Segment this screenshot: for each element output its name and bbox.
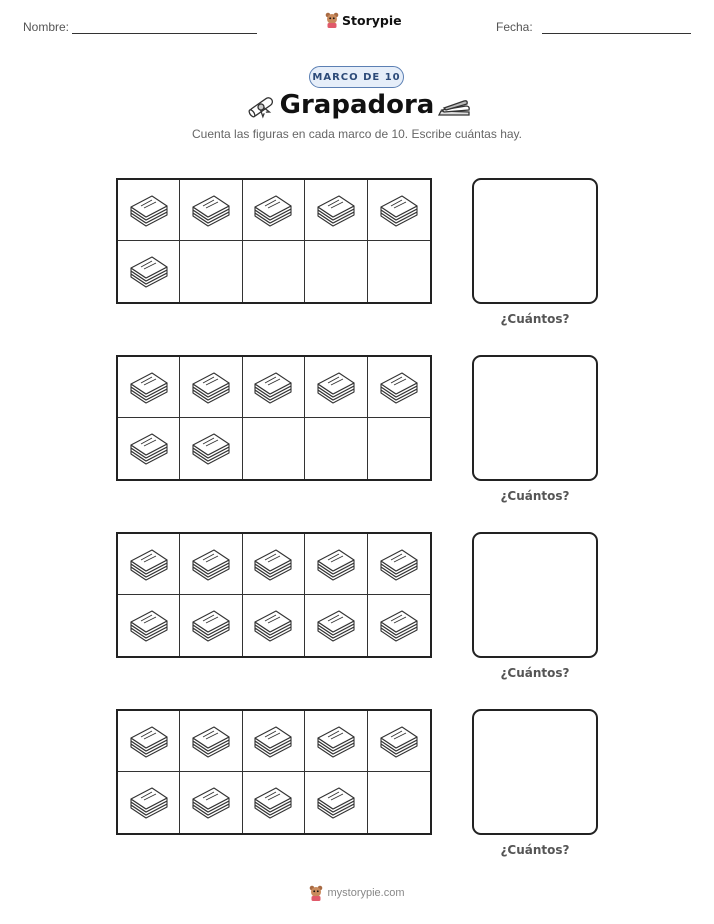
ten-frame-cell: [305, 418, 367, 479]
ten-frame-cell: [118, 180, 180, 241]
ten-frame-cell: [305, 534, 367, 595]
ten-frame-cell: [180, 711, 242, 772]
paper-stack-icon: [127, 366, 171, 409]
instructions: Cuenta las figuras en cada marco de 10. Escribe cuántas hay.: [192, 127, 522, 141]
ten-frame-cell: [368, 595, 430, 656]
answer-prompt: ¿Cuántos?: [500, 312, 570, 326]
ten-frame-cell: [305, 595, 367, 656]
paper-stack-icon: [127, 543, 171, 586]
bear-logo-icon: [325, 12, 339, 28]
bear-logo-icon: [309, 885, 323, 901]
paper-stack-icon: [377, 366, 421, 409]
paper-stack-icon: [189, 427, 233, 470]
ten-frame-cell: [243, 772, 305, 833]
ten-frame: [116, 178, 432, 304]
ten-frame-cell: [180, 357, 242, 418]
paper-stack-icon: [377, 720, 421, 763]
answer-box[interactable]: [472, 178, 598, 304]
ten-frame: [116, 532, 432, 658]
ten-frame-cell: [118, 241, 180, 302]
ten-frame-cell: [305, 711, 367, 772]
page-title: Grapadora: [279, 90, 435, 120]
ten-frame-cell: [180, 180, 242, 241]
name-label: Nombre:: [23, 20, 70, 34]
date-line[interactable]: [542, 33, 691, 34]
paper-stack-icon: [314, 366, 358, 409]
name-line[interactable]: [72, 33, 257, 34]
paper-stack-icon: [314, 189, 358, 232]
ten-frame: [116, 355, 432, 481]
paper-stack-icon: [189, 189, 233, 232]
ten-frame-cell: [118, 357, 180, 418]
answer-prompt: ¿Cuántos?: [500, 489, 570, 503]
paper-stack-icon: [127, 189, 171, 232]
ten-frame-cell: [243, 357, 305, 418]
paper-stack-icon: [189, 604, 233, 647]
paper-stack-icon: [127, 720, 171, 763]
ten-frame-cell: [118, 772, 180, 833]
ten-frame-cell: [243, 180, 305, 241]
ten-frame-cell: [305, 241, 367, 302]
ten-frame-cell: [368, 534, 430, 595]
answer-box[interactable]: [472, 532, 598, 658]
ten-frame-cell: [180, 595, 242, 656]
paper-stack-icon: [189, 781, 233, 824]
paper-stack-icon: [127, 604, 171, 647]
ten-frame-cell: [243, 595, 305, 656]
section-badge: MARCO DE 10: [309, 66, 404, 88]
paper-stack-icon: [251, 604, 295, 647]
ten-frame-cell: [305, 180, 367, 241]
ten-frame: [116, 709, 432, 835]
ten-frame-cell: [368, 711, 430, 772]
paper-stack-icon: [377, 604, 421, 647]
ten-frame-cell: [180, 534, 242, 595]
paper-stack-icon: [127, 427, 171, 470]
ten-frame-cell: [305, 357, 367, 418]
paper-stack-icon: [251, 366, 295, 409]
paper-stack-icon: [189, 366, 233, 409]
ten-frame-cell: [118, 711, 180, 772]
ten-frame-cell: [368, 180, 430, 241]
ten-frame-cell: [180, 418, 242, 479]
ten-frame-cell: [243, 418, 305, 479]
ten-frame-cell: [243, 534, 305, 595]
answer-box[interactable]: [472, 355, 598, 481]
ten-frame-cell: [368, 357, 430, 418]
brand-logo: [325, 12, 402, 28]
paper-stack-icon: [127, 250, 171, 293]
paper-stack-icon: [189, 543, 233, 586]
brand-name: Storypie: [342, 12, 402, 28]
paper-stack-icon: [251, 720, 295, 763]
ten-frame-cell: [368, 241, 430, 302]
footer-url: mystorypie.com: [327, 887, 405, 899]
footer: [0, 885, 714, 901]
paper-stack-icon: [377, 189, 421, 232]
answer-box[interactable]: [472, 709, 598, 835]
ten-frame-cell: [180, 241, 242, 302]
answer-prompt: ¿Cuántos?: [500, 843, 570, 857]
ten-frame-cell: [243, 711, 305, 772]
ten-frame-cell: [180, 772, 242, 833]
ten-frame-cell: [118, 595, 180, 656]
ten-frame-cell: [368, 418, 430, 479]
paper-stack-icon: [127, 781, 171, 824]
paper-stack-icon: [251, 781, 295, 824]
paper-stack-icon: [189, 720, 233, 763]
paper-stack-icon: [314, 720, 358, 763]
ten-frame-cell: [243, 241, 305, 302]
ten-frame-cell: [305, 772, 367, 833]
ten-frame-cell: [118, 534, 180, 595]
paper-stack-icon: [251, 189, 295, 232]
paper-stack-icon: [314, 604, 358, 647]
paper-stack-icon: [314, 781, 358, 824]
ten-frame-cell: [368, 772, 430, 833]
answer-prompt: ¿Cuántos?: [500, 666, 570, 680]
stapler-icon: [436, 95, 472, 119]
ten-frame-cell: [118, 418, 180, 479]
paper-stack-icon: [314, 543, 358, 586]
paper-stack-icon: [377, 543, 421, 586]
date-label: Fecha:: [496, 20, 533, 34]
paper-stack-icon: [251, 543, 295, 586]
